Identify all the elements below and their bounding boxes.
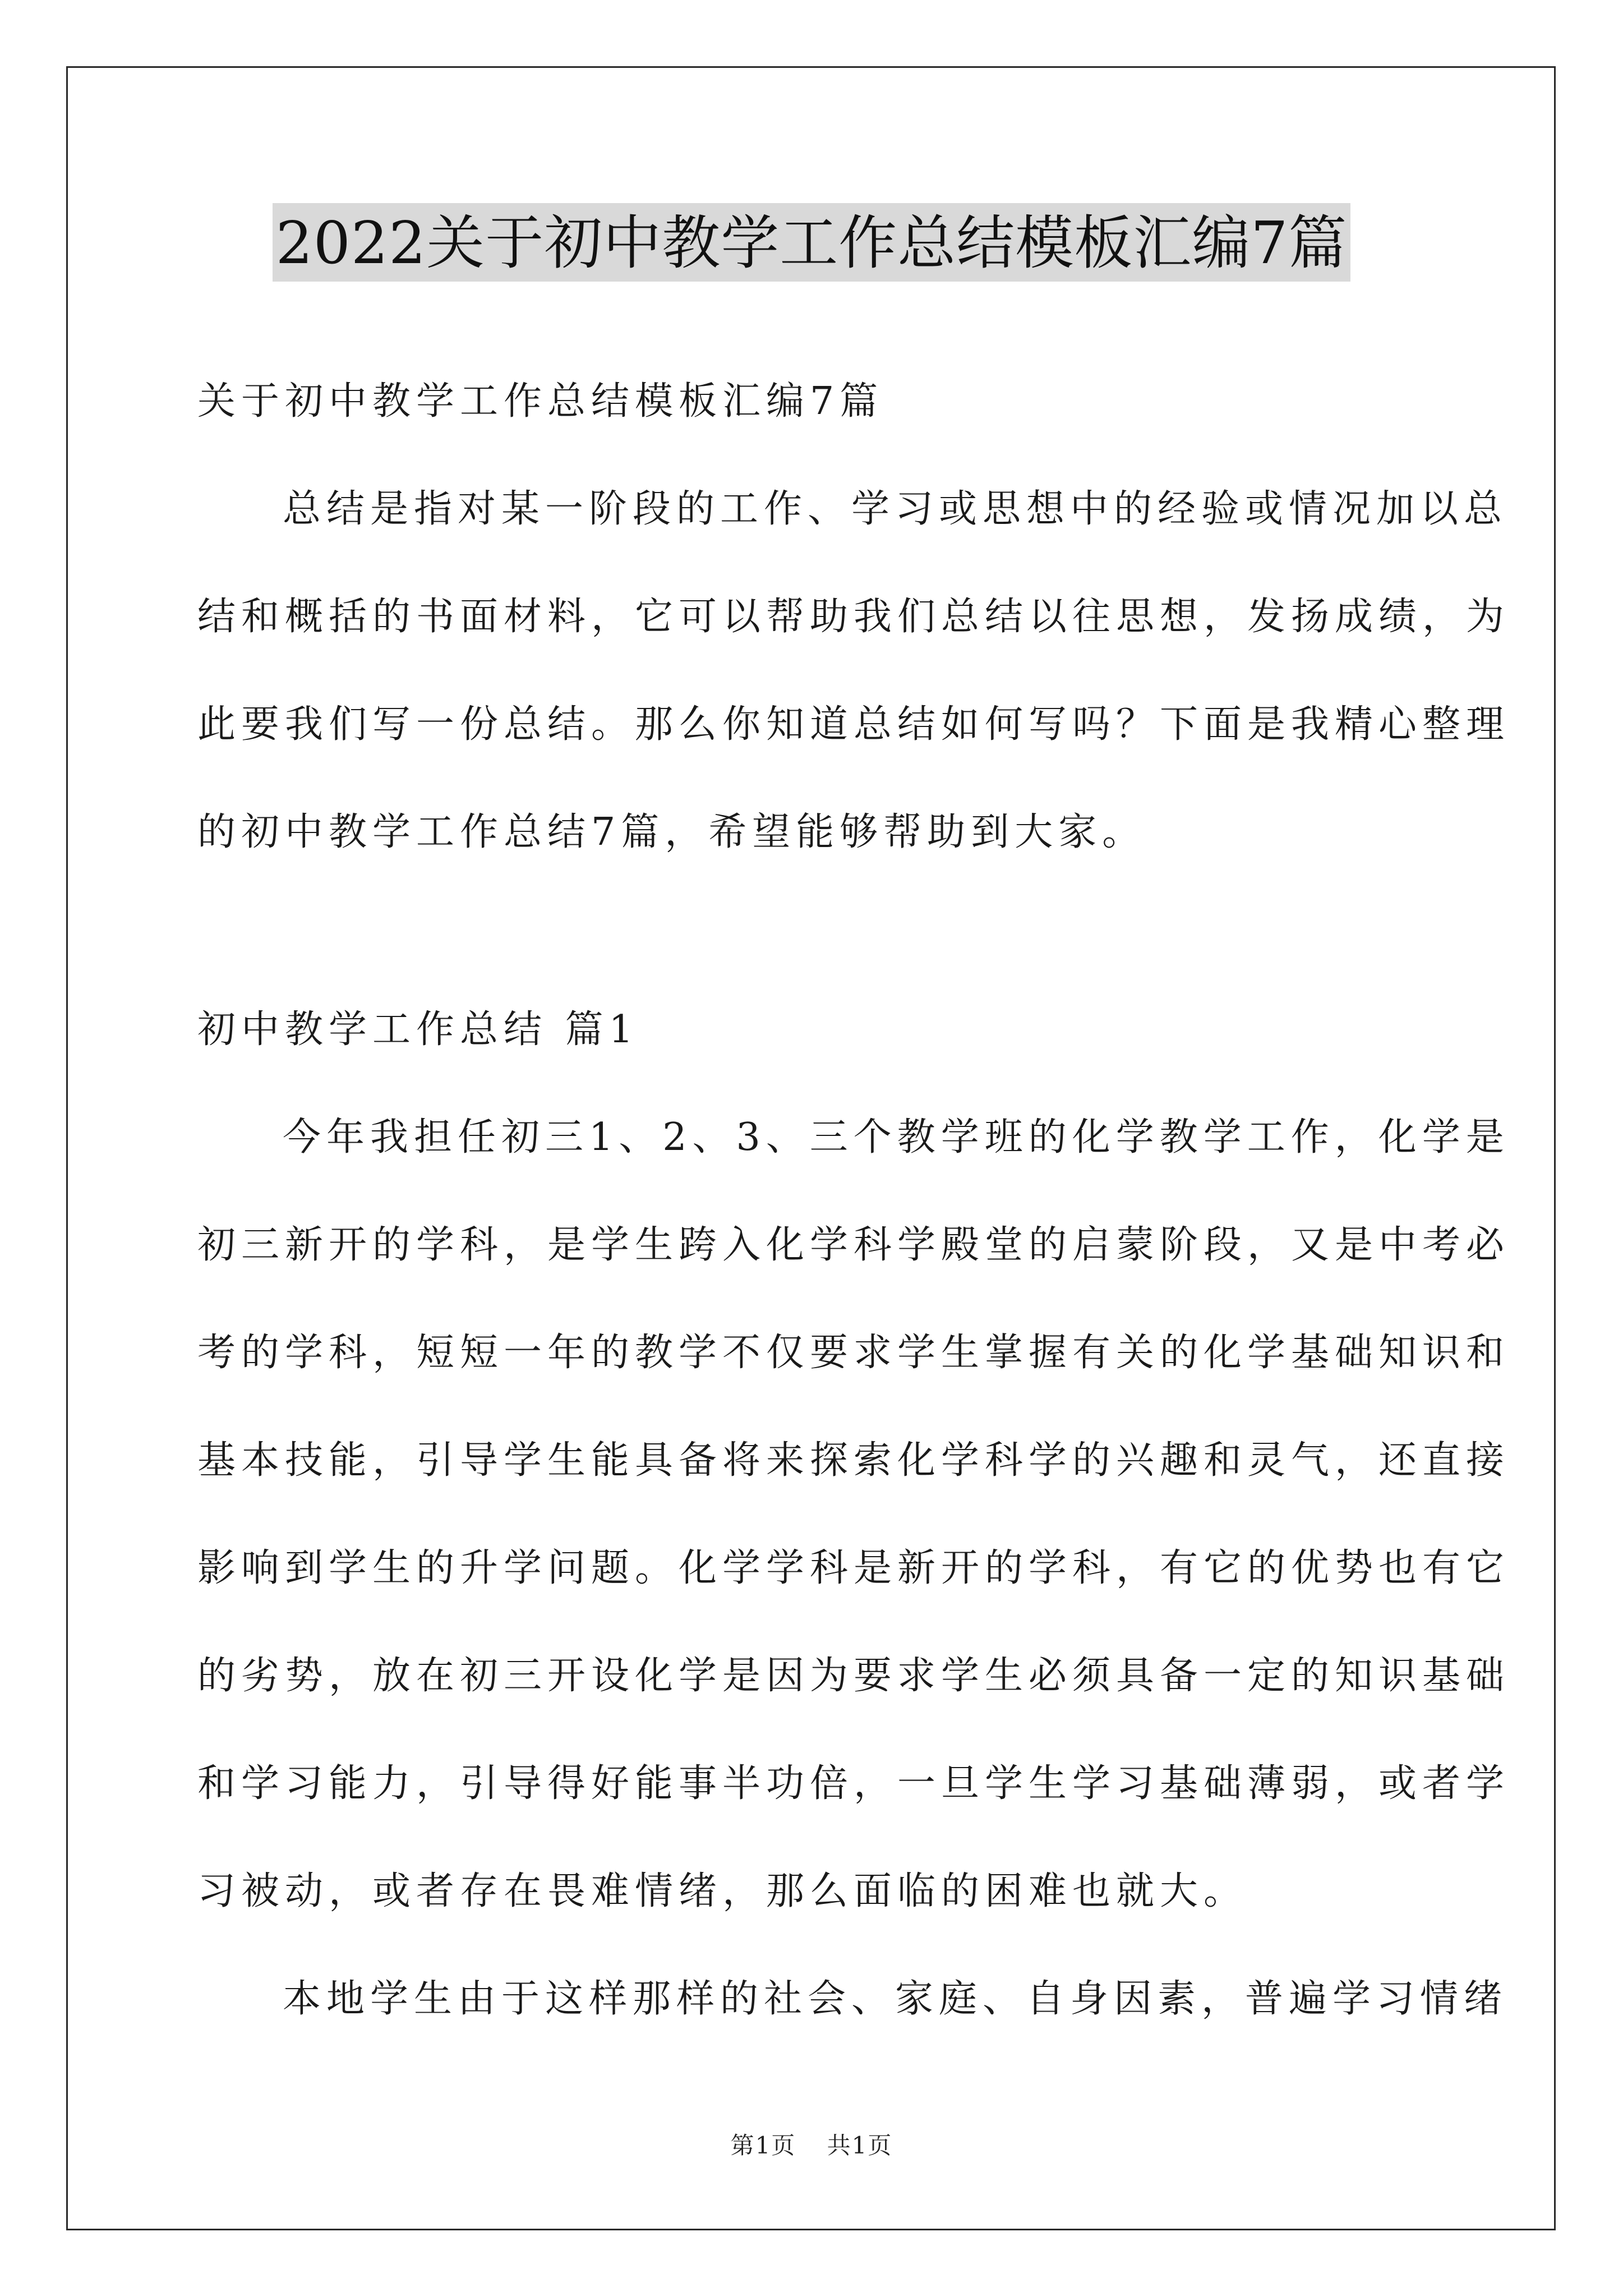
paragraph-line: 的初中教学工作总结7篇，希望能够帮助到大家。	[197, 810, 1146, 854]
paragraph-line: 和学习能力，引导得好能事半功倍，一旦学生学习基础薄弱，或者学	[197, 1761, 1510, 1806]
paragraph-line: 初三新开的学科，是学生跨入化学科学殿堂的启蒙阶段，又是中考必	[197, 1223, 1510, 1267]
document-title: 2022关于初中教学工作总结模板汇编7篇	[273, 203, 1351, 282]
paragraph-line: 总结是指对某一阶段的工作、学习或思想中的经验或情况加以总	[283, 487, 1508, 531]
page-footer	[0, 2127, 1623, 2161]
paragraph-line: 影响到学生的升学问题。化学学科是新开的学科，有它的优势也有它	[197, 1546, 1510, 1590]
page-number: 第1页	[730, 2132, 796, 2159]
paragraph-line: 结和概括的书面材料，它可以帮助我们总结以往思想，发扬成绩，为	[197, 595, 1510, 639]
document-body	[197, 348, 1510, 2053]
paragraph-line: 今年我担任初三1、2、3、三个教学班的化学教学工作，化学是	[283, 1115, 1510, 1159]
section1-paragraph-2	[197, 1945, 1508, 2053]
paragraph-line: 此要我们写一份总结。那么你知道总结如何写吗？下面是我精心整理	[197, 702, 1510, 747]
paragraph-line: 习被动，或者存在畏难情绪，那么面临的困难也就大。	[197, 1869, 1248, 1913]
intro-paragraph	[197, 455, 1510, 886]
paragraph-line: 的劣势，放在初三开设化学是因为要求学生必须具备一定的知识基础	[197, 1654, 1510, 1698]
title-wrapper	[0, 203, 1623, 282]
document-subtitle: 关于初中教学工作总结模板汇编7篇	[197, 379, 884, 424]
paragraph-line: 基本技能，引导学生能具备将来探索化学科学的兴趣和灵气，还直接	[197, 1438, 1510, 1483]
paragraph-line: 考的学科，短短一年的教学不仅要求学生掌握有关的化学基础知识和	[197, 1331, 1510, 1375]
paragraph-line: 本地学生由于这样那样的社会、家庭、自身因素，普遍学习情绪	[283, 1977, 1508, 2021]
page-total: 共1页	[827, 2132, 893, 2159]
section-heading: 初中教学工作总结 篇1	[197, 1007, 639, 1052]
section1-paragraph-1	[197, 1084, 1510, 1945]
